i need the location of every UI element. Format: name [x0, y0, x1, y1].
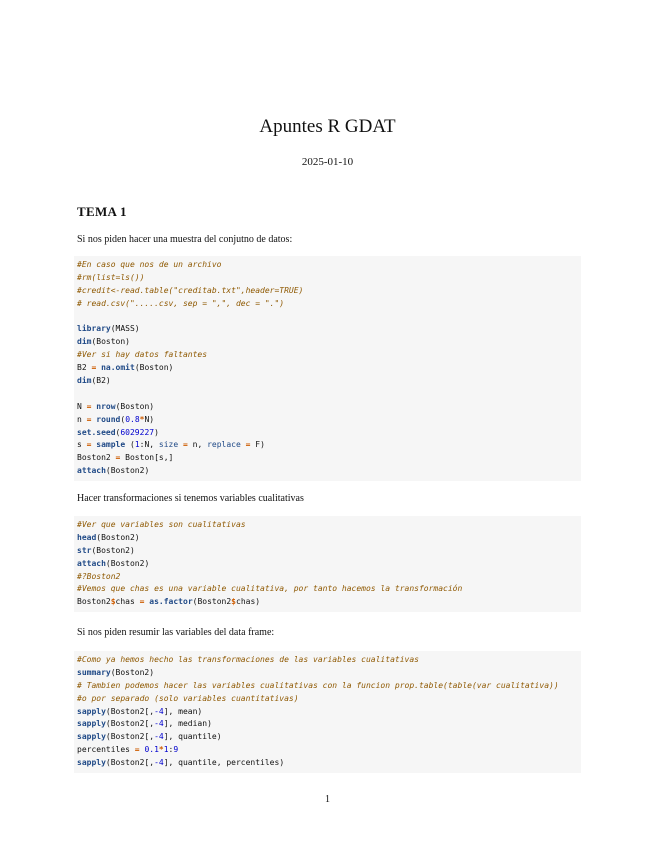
code-line: # read.csv(".....csv, sep = ",", dec = ".")	[77, 298, 285, 308]
code-line: #Ver si hay datos faltantes	[77, 350, 208, 360]
code-line: sapply(Boston2[,-4], quantile)	[77, 732, 222, 742]
code-line: n = round(0.8*N)	[77, 414, 155, 424]
code-blank-line	[77, 311, 581, 324]
code-line: #En caso que nos de un archivo	[77, 260, 222, 269]
code-line: N = nrow(Boston)	[77, 401, 155, 411]
code-line: percentiles = 0.1*1:9	[77, 745, 179, 755]
document-date: 2025-01-10	[301, 156, 354, 168]
section-heading: TEMA 1	[77, 204, 127, 219]
page-number: 1	[325, 794, 330, 805]
code-line: sapply(Boston2[,-4], mean)	[77, 706, 203, 716]
code-line: #credit<-read.table("creditab.txt",header=TRUE)	[77, 285, 304, 295]
code-line: Boston2 = Boston[s,]	[77, 453, 174, 463]
code-blank-line	[77, 388, 581, 401]
document-title: Apuntes R GDAT	[259, 116, 396, 137]
code-line: sapply(Boston2[,-4], quantile, percentiles)	[77, 758, 285, 768]
code-line: head(Boston2)	[77, 532, 140, 542]
paragraph-transform: Hacer transformaciones si tenemos variables cualitativas	[77, 493, 304, 504]
code-line: Boston2$chas = as.factor(Boston2$chas)	[77, 597, 261, 607]
code-line: summary(Boston2)	[77, 667, 155, 677]
code-line: s = sample (1:N, size = n, replace = F)	[77, 440, 265, 450]
code-line: dim(Boston)	[77, 337, 130, 347]
code-block-transform	[74, 516, 581, 612]
code-line: #rm(list=ls())	[77, 272, 145, 282]
code-block-summary	[74, 651, 581, 773]
paragraph-sample: Si nos piden hacer una muestra del conjutno de datos:	[77, 234, 293, 245]
code-line: #?Boston2	[77, 571, 121, 581]
code-block-sample	[74, 256, 581, 481]
code-line: #Vemos que chas es una variable cualitativa, por tanto hacemos la transformación	[77, 584, 463, 594]
code-line: sapply(Boston2[,-4], median)	[77, 719, 212, 729]
code-line: str(Boston2)	[77, 545, 135, 555]
paragraph-summary: Si nos piden resumir las variables del data frame:	[77, 627, 275, 638]
code-line: B2 = na.omit(Boston)	[77, 363, 174, 373]
code-line: attach(Boston2)	[77, 558, 150, 568]
code-line: #Ver que variables son cualitativas	[77, 520, 246, 529]
code-line: #o por separado (solo variables cuantitativas)	[77, 693, 299, 703]
code-line: # Tambien podemos hacer las variables cualitativas con la funcion prop.table(table(var cualitativa))	[77, 680, 559, 690]
code-line: library(MASS)	[77, 324, 140, 334]
code-line: #Como ya hemos hecho las transformaciones de las variables cualitativas	[77, 655, 419, 664]
code-line: dim(B2)	[77, 376, 111, 386]
code-line: attach(Boston2)	[77, 466, 150, 476]
code-line: set.seed(6029227)	[77, 427, 159, 437]
